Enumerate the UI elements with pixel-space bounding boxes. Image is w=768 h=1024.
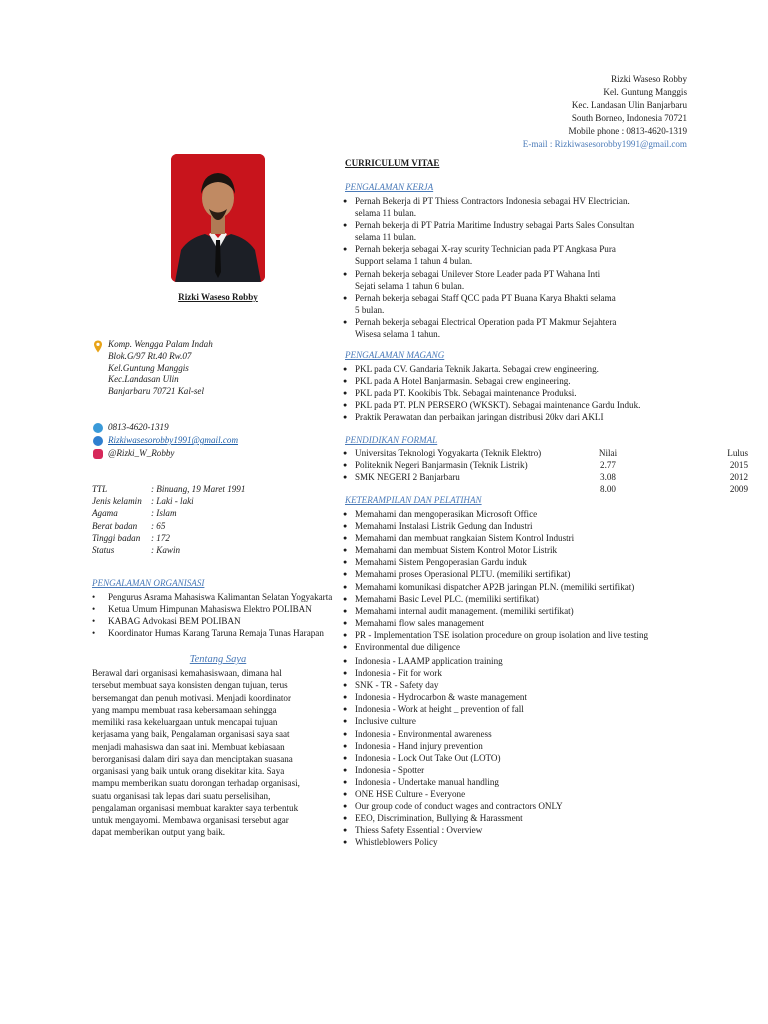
- list-line: Wisesa selama 1 tahun.: [355, 329, 440, 340]
- list-line: Pernah bekerja di PT Patria Maritime Industry sebagai Parts Sales Consultan: [355, 220, 635, 231]
- about-line: berorganisasi dalam diri saya dan menciptakan suasana: [92, 753, 293, 764]
- list-line: selama 11 bulan.: [355, 208, 417, 219]
- list-item: [343, 508, 648, 520]
- personal-label: Agama: [92, 508, 118, 519]
- list-item-text: Indonesia - Fit for work: [355, 668, 442, 679]
- list-item-text: Indonesia - Lock Out Take Out (LOTO): [355, 752, 501, 763]
- pendidikan-head-year: Lulus: [727, 448, 748, 458]
- personal-value: : Kawin: [151, 545, 181, 556]
- bullet-icon: ●: [343, 534, 348, 543]
- list-item: [343, 411, 640, 423]
- bullet-icon: ●: [343, 826, 348, 835]
- bullet-icon: ●: [343, 657, 348, 665]
- bullet-icon: ●: [343, 389, 348, 398]
- pendidikan-row: [343, 471, 748, 483]
- bullet-icon: ●: [343, 522, 348, 531]
- list-item-text: Environmental due diligence: [355, 642, 461, 653]
- bullet-icon: ●: [343, 630, 348, 639]
- personal-row: [92, 483, 245, 495]
- list-item: [343, 556, 648, 568]
- address-line: Kel.Guntung Manggis: [108, 362, 189, 373]
- bullet-icon: ●: [343, 741, 348, 750]
- section-title-kerja: PENGALAMAN KERJA: [345, 182, 434, 192]
- list-item-text: Indonesia - Undertake manual handling: [355, 776, 499, 787]
- contact-phone-text: 0813-4620-1319: [108, 422, 169, 433]
- list-item: [343, 655, 563, 667]
- list-item: [343, 363, 640, 375]
- list-item: [343, 667, 563, 679]
- header-kelurahan: Kel. Guntung Manggis: [603, 87, 687, 97]
- bullet-icon: ●: [343, 681, 348, 690]
- list-line: selama 11 bulan.: [355, 232, 417, 243]
- list-item-text: Indonesia - Hydrocarbon & waste management: [355, 692, 527, 703]
- contact-email: [93, 435, 238, 447]
- bullet-icon: ●: [343, 643, 348, 652]
- bullet-icon: ●: [343, 570, 348, 579]
- bullet-icon: ●: [343, 449, 348, 457]
- list-item: [343, 691, 563, 703]
- bullet-icon: •: [92, 628, 96, 639]
- list-item: [343, 593, 648, 605]
- list-item: [343, 243, 634, 267]
- list-item: [343, 544, 648, 556]
- address-line: Komp. Wengga Palam Indah: [108, 339, 213, 349]
- list-item: [343, 776, 563, 788]
- personal-data: [92, 483, 245, 556]
- list-item-text: PR - Implementation TSE isolation procedure on group isolation and live testing: [355, 629, 649, 640]
- school-name: Politeknik Negeri Banjarmasin (Teknik Listrik): [355, 460, 528, 470]
- list-item: [343, 292, 634, 316]
- list-item-text: Indonesia - Spotter: [355, 764, 425, 775]
- pendidikan-list: [343, 447, 748, 483]
- list-item: [343, 641, 648, 653]
- bullet-icon: ●: [343, 558, 348, 567]
- list-item-text: Memahami dan membuat rangkaian Sistem Kontrol Industri: [355, 533, 575, 544]
- list-item-text: Our group code of conduct wages and contractors ONLY: [355, 801, 563, 812]
- bullet-icon: ●: [343, 777, 348, 786]
- list-item: [343, 764, 563, 776]
- list-item: [343, 581, 648, 593]
- list-line: Pernah bekerja sebagai Unilever Store Leader pada PT Wahana Inti: [355, 268, 601, 279]
- bullet-icon: ●: [343, 790, 348, 799]
- cv-title: CURRICULUM VITAE: [345, 158, 440, 168]
- about-line: Berawal dari organisasi kemahasiswaan, dimana hal: [92, 668, 282, 678]
- personal-row: [92, 532, 245, 544]
- contact-email-link[interactable]: Rizkiwasesorobby1991@gmail.com: [108, 435, 239, 446]
- list-item-text: Pengurus Asrama Mahasiswa Kalimantan Selatan Yogyakarta: [108, 592, 333, 602]
- bullet-icon: ●: [343, 618, 348, 627]
- personal-label: Tinggi badan: [92, 532, 141, 543]
- about-line: bersemangat dan penuh motivasi. Menjadi koordinator: [92, 692, 292, 703]
- list-item-text: Inclusive culture: [355, 716, 416, 727]
- spacer: [343, 483, 578, 495]
- email-icon: [93, 436, 103, 446]
- list-item: [343, 752, 563, 764]
- keterampilan-list: [343, 508, 648, 653]
- list-item: [343, 195, 634, 219]
- address-line: Banjarbaru 70721 Kal-sel: [108, 386, 204, 397]
- list-item: [343, 703, 563, 715]
- personal-value: : Binuang, 19 Maret 1991: [151, 484, 246, 494]
- list-line: Pernah bekerja sebagai X-ray scurity Technician pada PT Angkasa Pura: [355, 244, 616, 255]
- list-item: [343, 532, 648, 544]
- bullet-icon: ●: [343, 802, 348, 811]
- personal-label: TTL: [92, 484, 108, 494]
- list-item: [343, 316, 634, 340]
- list-item-text: PKL pada PT. PLN PERSERO (WKSKT). Sebagai maintenance Gardu Induk.: [355, 400, 641, 411]
- bullet-icon: ●: [343, 765, 348, 774]
- list-item-text: Thiess Safety Essential : Overview: [355, 825, 483, 836]
- section-title-magang: PENGALAMAN MAGANG: [345, 350, 445, 360]
- header-email: E-mail : Rizkiwasesorobby1991@gmail.com: [522, 139, 687, 149]
- bullet-icon: •: [92, 604, 96, 615]
- bullet-icon: ●: [343, 401, 348, 410]
- bullet-icon: ●: [343, 546, 348, 555]
- about-line: tersebut membuat saya konsisten dengan tujuan, terus: [92, 680, 288, 691]
- about-line: memiliki rasa kekeluargaan untuk mencapai tujuan: [92, 717, 278, 727]
- school-year: 2009: [729, 484, 748, 494]
- list-item-text: PKL pada CV. Gandaria Teknik Jakarta. Sebagai crew engineering.: [355, 364, 599, 374]
- list-item-text: Indonesia - Work at height _ prevention of fall: [355, 704, 524, 715]
- list-item: [343, 399, 640, 411]
- list-item: [343, 679, 563, 691]
- school-score: 8.00: [600, 484, 616, 494]
- contact-phone: [93, 422, 169, 434]
- list-item: [343, 824, 563, 836]
- list-item: [343, 629, 648, 641]
- profile-photo: [171, 154, 265, 282]
- section-title-tentang-saya: Tentang Saya: [189, 654, 247, 665]
- list-line: Pernah Bekerja di PT Thiess Contractors Indonesia sebagai HV Electrician.: [355, 196, 630, 206]
- list-item-text: Memahami dan membuat Sistem Kontrol Motor Listrik: [355, 545, 558, 556]
- list-item-text: Memahami flow sales management: [355, 617, 485, 628]
- personal-value: : 172: [151, 532, 170, 543]
- about-text: [92, 667, 337, 839]
- personal-row: [92, 495, 245, 507]
- header-region: South Borneo, Indonesia 70721: [571, 113, 687, 123]
- list-item-text: ONE HSE Culture - Everyone: [355, 789, 466, 800]
- home-address: [108, 339, 213, 398]
- personal-row: [92, 544, 245, 556]
- about-line: untuk mengayomi. Membawa organisasi tersebut agar: [92, 815, 289, 825]
- contact-instagram-text: @Rizki_W_Robby: [108, 448, 175, 459]
- personal-value: : 65: [151, 520, 166, 531]
- bullet-icon: ●: [343, 669, 348, 678]
- bullet-icon: ●: [343, 413, 348, 422]
- list-item-text: Praktik Perawatan dan perbaikan jaringan distribusi 20kv dari AKLI: [355, 412, 604, 423]
- list-item: [92, 603, 332, 615]
- personal-label: Berat badan: [92, 520, 138, 531]
- bullet-icon: ●: [343, 814, 348, 823]
- instagram-icon: [93, 449, 103, 459]
- header-kecamatan: Kec. Landasan Ulin Banjarbaru: [571, 100, 687, 110]
- address-line: Blok.G/97 Rt.40 Rw.07: [108, 350, 192, 361]
- about-line: yang mampu membuat rasa kebersamaan sehingga: [92, 704, 277, 715]
- list-item: [343, 268, 634, 292]
- about-line: mampu memberikan suatu dorongan terhadap organisasi,: [92, 778, 300, 789]
- list-item-text: PKL pada PT. Kookibis Tbk. Sebagai maintenance Produksi.: [355, 388, 577, 399]
- person-silhouette: [171, 154, 265, 282]
- list-item: [92, 627, 332, 639]
- list-item: [343, 740, 563, 752]
- bullet-icon: ●: [343, 293, 348, 302]
- school-year: 2015: [729, 460, 748, 470]
- bullet-icon: ●: [343, 461, 348, 469]
- list-item-text: Memahami komunikasi dispatcher AP2B jaringan PLN. (memiliki sertifikat): [355, 581, 635, 592]
- header-name: Rizki Waseso Robby: [611, 74, 687, 84]
- pendidikan-row: [343, 447, 748, 459]
- list-item: [343, 617, 648, 629]
- school-name: SMK NEGERI 2 Banjarbaru: [355, 472, 460, 482]
- organisasi-list: [92, 591, 332, 639]
- header-address: [523, 73, 687, 151]
- section-title-pendidikan: PENDIDIKAN FORMAL: [345, 435, 438, 445]
- section-title-keterampilan: KETERAMPILAN DAN PELATIHAN: [345, 495, 482, 505]
- contact-instagram: [93, 448, 174, 460]
- list-item-text: Memahami dan mengoperasikan Microsoft Office: [355, 509, 538, 519]
- about-line: suatu organisasi tak lepas dari suatu perselisihan,: [92, 790, 271, 801]
- about-line: kerjasama yang baik, Pengalaman organisasi saya saat: [92, 729, 290, 740]
- list-item-text: EEO, Discrimination, Bullying & Harassment: [355, 813, 523, 824]
- list-item-text: Memahami Basic Level PLC. (memiliki sertifikat): [355, 593, 539, 604]
- school-year: [638, 447, 748, 459]
- list-item-text: Memahami Instalasi Listrik Gedung dan Industri: [355, 521, 533, 532]
- bullet-icon: ●: [343, 269, 348, 278]
- pelatihan-list: [343, 655, 563, 849]
- about-line: dapat memberikan output yang baik.: [92, 827, 226, 838]
- magang-list: [343, 363, 640, 423]
- list-line: Pernah bekerja sebagai Electrical Operation pada PT Makmur Sejahtera: [355, 316, 617, 327]
- list-item: [343, 375, 640, 387]
- list-item-text: KABAG Advokasi BEM POLIBAN: [108, 616, 241, 627]
- list-item-text: Memahami proses Operasional PLTU. (memiliki sertifikat): [355, 569, 571, 580]
- bullet-icon: ●: [343, 317, 348, 326]
- about-line: menjadi mahasiswa dan saat ini. Membuat kebiasaan: [92, 741, 285, 752]
- bullet-icon: ●: [343, 377, 348, 386]
- list-item-text: Memahami internal audit management. (memiliki sertifikat): [355, 605, 574, 616]
- address-line: Kec.Landasan Ulin: [108, 374, 179, 385]
- school-score: [578, 447, 638, 459]
- about-line: pengalaman organisasi membuat karakter saya terbentuk: [92, 802, 299, 813]
- list-item: [343, 568, 648, 580]
- personal-row: [92, 520, 245, 532]
- bullet-icon: ●: [343, 197, 348, 205]
- location-pin-icon: [93, 340, 103, 353]
- list-item-text: Whistleblowers Policy: [355, 837, 438, 848]
- list-line: Sejati selama 1 tahun 6 bulan.: [355, 280, 465, 291]
- list-item: [92, 591, 332, 603]
- list-item-text: Indonesia - LAAMP application training: [355, 656, 503, 666]
- bullet-icon: ●: [343, 606, 348, 615]
- header-phone: Mobile phone : 0813-4620-1319: [568, 126, 687, 136]
- personal-value: : Islam: [151, 508, 177, 519]
- bullet-icon: ●: [343, 510, 348, 518]
- school-year: 2012: [729, 472, 748, 482]
- school-name: Universitas Teknologi Yogyakarta (Teknik Elektro): [355, 448, 542, 458]
- list-line: 5 bulan.: [355, 304, 385, 315]
- list-line: Support selama 1 tahun 4 bulan.: [355, 256, 473, 267]
- list-item-text: Memahami Sistem Pengoperasian Gardu induk: [355, 557, 527, 568]
- personal-label: Status: [92, 545, 115, 556]
- list-item: [343, 788, 563, 800]
- list-item: [343, 800, 563, 812]
- personal-label: Jenis kelamin: [92, 496, 142, 507]
- bullet-icon: ●: [343, 473, 348, 481]
- list-item: [343, 387, 640, 399]
- personal-row: [92, 507, 245, 519]
- pendidikan-head-score: Nilai: [598, 448, 618, 458]
- about-line: organisasi yang baik untuk orang disekitar kita. Saya: [92, 766, 285, 776]
- list-item: [343, 219, 634, 243]
- list-item: [92, 615, 332, 627]
- bullet-icon: ●: [343, 594, 348, 603]
- list-item: [343, 836, 563, 848]
- bullet-icon: ●: [343, 245, 348, 254]
- pendidikan-row: [343, 459, 748, 471]
- list-item: [343, 715, 563, 727]
- bullet-icon: ●: [343, 365, 348, 373]
- list-item-text: Indonesia - Environmental awareness: [355, 728, 492, 739]
- phone-icon: [93, 423, 103, 433]
- school-score: 2.77: [600, 460, 616, 470]
- list-item: [343, 520, 648, 532]
- school-score: 3.08: [600, 472, 616, 482]
- list-item: [343, 605, 648, 617]
- list-item: [343, 728, 563, 740]
- list-item-text: SNK - TR - Safety day: [355, 680, 439, 691]
- list-line: Pernah bekerja sebagai Staff QCC pada PT Buana Karya Bhakti selama: [355, 292, 616, 303]
- list-item-text: PKL pada A Hotel Banjarmasin. Sebagai crew engineering.: [355, 376, 571, 387]
- profile-name-caption: Rizki Waseso Robby: [178, 292, 258, 302]
- bullet-icon: ●: [343, 693, 348, 702]
- bullet-icon: •: [92, 616, 96, 627]
- bullet-icon: ●: [343, 582, 348, 591]
- section-title-organisasi: PENGALAMAN ORGANISASI: [92, 578, 205, 588]
- bullet-icon: ●: [343, 221, 348, 230]
- bullet-icon: ●: [343, 753, 348, 762]
- bullet-icon: ●: [343, 729, 348, 738]
- personal-value: : Laki - laki: [151, 496, 194, 507]
- bullet-icon: •: [92, 592, 96, 602]
- list-item-text: Koordinator Humas Karang Taruna Remaja Tunas Harapan: [108, 628, 324, 639]
- kerja-list: [343, 195, 634, 340]
- pendidikan-extra-row: [343, 483, 748, 495]
- list-item-text: Ketua Umum Himpunan Mahasiswa Elektro POLIBAN: [108, 604, 312, 615]
- list-item: [343, 812, 563, 824]
- bullet-icon: ●: [343, 717, 348, 726]
- list-item-text: Indonesia - Hand injury prevention: [355, 740, 483, 751]
- bullet-icon: ●: [343, 705, 348, 714]
- bullet-icon: ●: [343, 838, 348, 847]
